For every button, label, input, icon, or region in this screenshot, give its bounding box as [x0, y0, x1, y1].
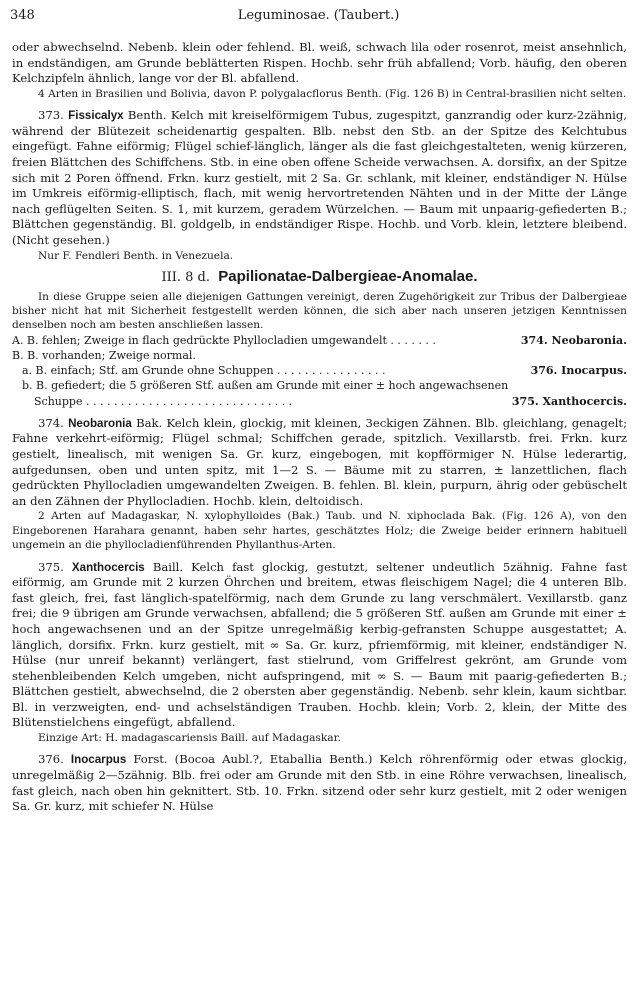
page-number: 348 [10, 8, 35, 23]
species-note-374: 2 Arten auf Madagaskar, N. xylophylloides (Bak.) Taub. und N. xiphoclada Bak. (Fig. 126 A), von den Eingeborenen Harahara genannt, haben sehr hartes, geschätztes Holz; die Zweige beider erinnern habituell ungemein an die phyllocladienführenden Phyllanthus-Arten. [12, 510, 627, 552]
genus-376 [12, 752, 627, 814]
species-note-1: 4 Arten in Brasilien und Bolivia, davon P. polygalacflorus Benth. (Fig. 126 B) in Central-brasilien nicht selten. [38, 87, 627, 100]
species-note-375: Einzige Art: H. madagascariensis Baill. auf Madagaskar. [38, 732, 341, 745]
genus-description: Baill. Kelch fast glockig, gestutzt, seltener undeutlich 5zähnig. Fahne fast eiförmig, am Grunde mit 2 kurzen Öhrchen und breitem, etwas fleischigem Nagel; die 4 unteren Blb. fast gleich, frei, fast länglich-spatelförmig, nach dem Grunde zu lang verschmälert. Vexillarstb. ganz frei; die 9 übrigen am Grunde verwachsen, abfallend; die 5 größeren Stf. außen am Grunde mit einer ± hoch angewachsenen und an der Spitze unregelmäßig kerbig-gefransten Schuppe ausgestattet; A. länglich, dorsifix. Frkn. kurz gestielt, mit ∞ Sa. Gr. kurz, pfriemförmig, mit kleiner, endständiger N. Hülse (nur unreif bekannt) verlängert, fast stielrund, vom Griffelrest gekrönt, am Grunde vom stehenbleibenden Kelch umgeben, nicht aufspringend, mit ∞ S. — Baum mit paarig-gefiederten B.; Blättchen gestielt, abwechselnd, die 2 obersten aber gegenständig. Nebenb. sehr klein, kaum sichtbar. Bl. in verzweigten, end- und achselständigen Trauben. Hochb. klein; Vorb. 2, klein, der Mitte des Blütenstielchens eingefügt, abfallend. [12, 559, 628, 730]
genus-name: Neobaronia [68, 416, 132, 430]
section-heading [12, 269, 627, 286]
key-row-ba: a. B. einfach; Stf. am Grunde ohne Schuppen . . . . . . . . . . . . . . . . 376. Inocarpus. [22, 364, 627, 378]
genus-description: Benth. Kelch mit kreiselförmigem Tubus, zugespitzt, ganzrandig oder kurz-2zähnig, während der Blütezeit scheidenartig gespalten. Blb. nebst den Stb. an der Spitze des Kelchtubus eingefügt. Fahne eiförmig; Flügel schief-länglich, länger als die fast gleichgestalteten, wenig kürzeren, freien Blättchen des Schiffchens. Stb. in eine oben offene Scheide verwachsen. A. dorsifix, an der Spitze sich mit 2 Poren öffnend. Frkn. kurz gestielt, mit 2 Sa. Gr. schlank, mit kleiner, endständiger N. Hülse im Umkreis eiförmig-elliptisch, flach, mit wenig hervortretenden Nähten und in der Mitte der Länge nach geflügelten Seiten. S. 1, mit kurzem, geradem Würzelchen. — Baum mit unpaarig-gefiederten B.; Blättchen gegenständig. Bl. goldgelb, in endständiger Rispe. Hochb. und Vorb. klein, letztere bleibend. (Nicht gesehen.) [12, 108, 627, 247]
identification-key [12, 333, 627, 409]
section-title: Papilionatae-Dalbergieae-Anomalae. [218, 267, 478, 285]
page-body [12, 40, 627, 815]
section-number: III. 8 d. [161, 269, 210, 285]
key-row-a: A. B. fehlen; Zweige in flach gedrückte Phyllocladien umgewandelt . . . . . . . 374. Neobaronia. [12, 333, 627, 347]
species-note-373: Nur F. Fendleri Benth. in Venezuela. [38, 249, 234, 262]
key-row-bb-cont: Schuppe . . . . . . . . . . . . . . . . . . . . . . . . . . . . . . 375. Xanthocercis. [34, 394, 627, 408]
genus-number: 373. [38, 108, 64, 123]
genus-name: Inocarpus [70, 753, 127, 767]
genus-name: Xanthocercis [71, 560, 145, 574]
genus-375 [12, 560, 627, 732]
running-title: Leguminosae. (Taubert.) [237, 8, 400, 23]
genus-name: Fissicalyx [68, 109, 124, 123]
genus-number: 376. [38, 752, 64, 767]
genus-374 [12, 416, 627, 510]
paragraph-continued: oder abwechselnd. Nebenb. klein oder fehlend. Bl. weiß, schwach lila oder rosenrot, meist ansehnlich, in endständigen, am Grunde beblätterten Rispen. Hochb. sehr früh abfallend; Vorb. häufig, den oberen Kelchzipfeln ähnlich, lange vor der Bl. abfallend. [12, 40, 627, 86]
key-row-b: B. B. vorhanden; Zweige normal. [12, 348, 196, 362]
genus-number: 375. [38, 559, 64, 574]
genus-description: Forst. (Bocoa Aubl.?, Etaballia Benth.) Kelch röhrenförmig oder etwas glockig, unregelmäßig 2—5zähnig. Blb. frei oder am Grunde mit den Stb. in eine Röhre verwachsen, linealisch, fast gleich, nach oben hin geknittert. Stb. 10. Frkn. sitzend oder sehr kurz gestielt, mit 2 oder wenigen Sa. Gr. kurz, mit schiefer N. Hülse [12, 752, 628, 814]
genus-number: 374. [38, 415, 64, 430]
page-header [10, 8, 627, 26]
genus-373 [12, 108, 627, 248]
key-row-bb: b. B. gefiedert; die 5 größeren Stf. außen am Grunde mit einer ± hoch angewachsenen [22, 379, 509, 393]
section-intro: In diese Gruppe seien alle diejenigen Gattungen vereinigt, deren Zugehörigkeit zur Tribus der Dalbergieae bisher nicht hat mit Sicherheit festgestellt werden können, die sich aber nach unseren jetzigen Kenntnissen denselben noch am besten anschließen lassen. [12, 290, 627, 332]
genus-description: Bak. Kelch klein, glockig, mit kleinen, 3eckigen Zähnen. Blb. gleichlang, genagelt; Fahne verkehrt-eiförmig; Flügel schmal; Schiffchen gerade, spitzlich. Vexillarstb. frei. Frkn. kurz gestielt, linealisch, mit wenigen Sa. Gr. kurz, eingebogen, mit kopfförmiger N. Hülse lederartig, aufgedunsen, oben und unten spitz, mit 1—2 S. — Bäume mit zu starren, ± lanzettlichen, flach gedrückten Phyllocladien umgewandelten Zweigen. B. fehlen. Bl. klein, purpurn, ährig oder gebüschelt an den Zähnen der Phyllocladien. Hochb. klein, deltoidisch. [12, 415, 627, 508]
